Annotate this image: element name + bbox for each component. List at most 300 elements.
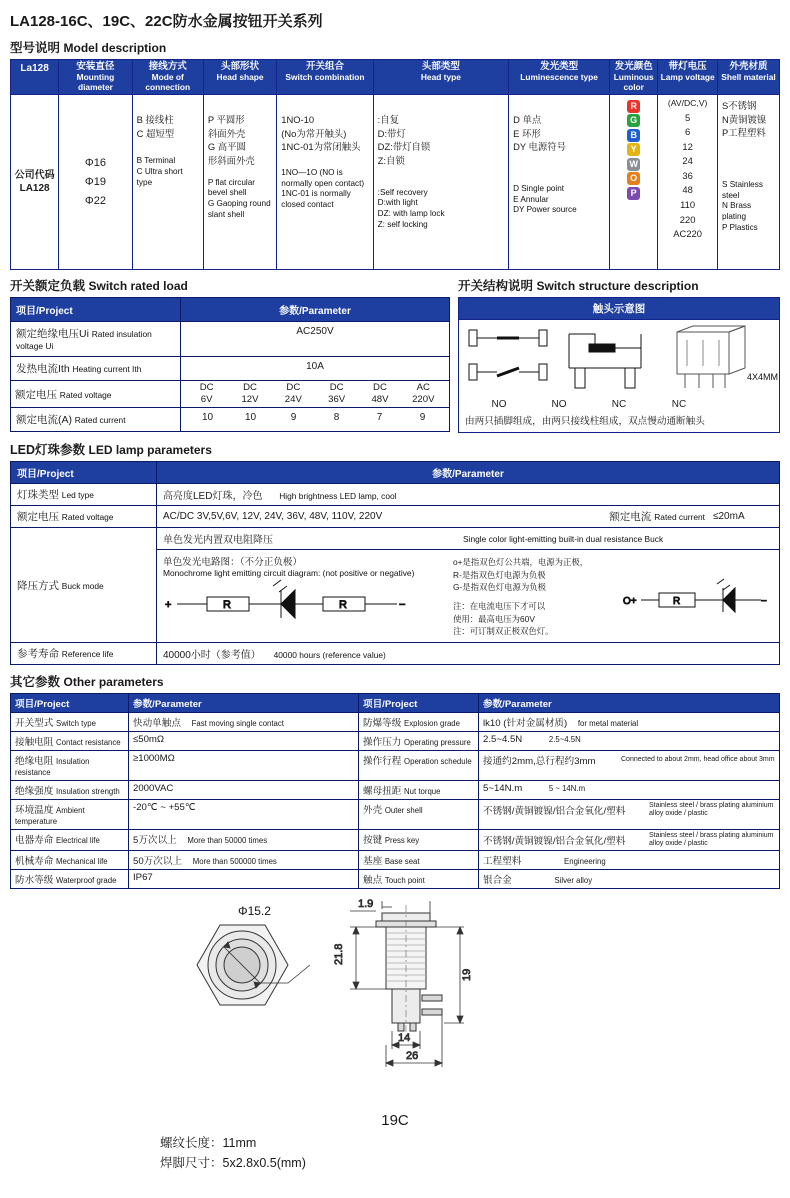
other-label-mechanical-life [11, 850, 129, 869]
label-en: Nut torque [404, 786, 441, 796]
led-value-life [157, 642, 780, 664]
label-cn: 额定电流(A) [16, 414, 72, 427]
lamp-voltage-48: 48 [682, 184, 693, 196]
other-label-nut-torque [359, 780, 479, 799]
row-value-insulation-voltage: AC250V [181, 322, 450, 357]
label-cn: 操作行程 [363, 755, 402, 767]
dimension-1-9: 1.9 [358, 897, 374, 910]
led-value-voltage [157, 506, 780, 528]
rated-load-block [10, 276, 450, 432]
color-dot-yellow: Y [627, 143, 640, 156]
other-value-operation-schedule [479, 750, 780, 780]
other-label-touch-point [359, 869, 479, 888]
table-row [11, 381, 450, 408]
label-cn: 开关型式 [15, 717, 54, 729]
drawing-svg [160, 895, 630, 1095]
color-dot-blue: B [627, 129, 640, 142]
label-cn: 按键 [363, 834, 383, 846]
row-value-rated-voltage [181, 381, 450, 408]
value-cn: 不锈钢/黄铜镀镍/铝合金氧化/塑料 [483, 835, 626, 847]
value-cn: 工程塑料 [483, 855, 522, 867]
other-label-base-seat [359, 850, 479, 869]
model-header-row [11, 60, 780, 95]
structure-header: 触头示意图 [458, 297, 780, 320]
led-header-parameter: 参数/Parameter [157, 462, 780, 484]
other-parameters-table [10, 693, 780, 889]
technical-drawing [10, 895, 780, 1110]
table-row [11, 528, 780, 643]
current-value-5: 7 [376, 412, 383, 424]
value-en: Fast moving single contact [191, 718, 284, 728]
model-title-en: Model description [63, 41, 167, 55]
lamp-voltage-36: 36 [682, 169, 693, 181]
value-en: More than 500000 times [192, 856, 277, 866]
other-label-waterproof-grade [11, 869, 129, 888]
label-cn: 触点 [363, 874, 383, 886]
current-value-1: 10 [201, 412, 214, 424]
value-cn: 银合金 [483, 874, 512, 886]
value-cn: 接通约2mm,总行程约3mm [483, 755, 596, 767]
svg-text:+: + [165, 599, 172, 612]
label-cn: 灯珠类型 [17, 489, 59, 502]
luminescence-en: D Single point E Annular DY Power source [513, 184, 577, 215]
led-life-cn: 40000小时（参考值） [163, 649, 261, 661]
head-shape-en: P flat circular bevel shell G Gaoping round slant shell [207, 177, 271, 219]
led-current-value: ≤20mA [713, 511, 745, 523]
other-value-mechanical-life [129, 850, 359, 869]
label-en: Switch type [56, 718, 96, 728]
table-row [11, 506, 780, 528]
other-header-parameter-right: 参数/Parameter [479, 693, 780, 712]
voltage-cell-1 [185, 382, 228, 406]
label-cn: 螺母扭距 [363, 785, 402, 797]
led-parameters-table [10, 461, 780, 665]
voltage-cell-6 [402, 382, 445, 406]
label-cn: 防水等级 [15, 874, 54, 886]
dimension-diameter-front: Φ15.2 [238, 903, 271, 918]
hdr-en: Head type [420, 71, 461, 82]
table-row [11, 357, 450, 381]
svg-text:R: R [223, 599, 231, 612]
label-en: Mechanical life [56, 856, 108, 866]
dimension-19: 19 [461, 968, 473, 981]
led-value-type [157, 484, 780, 506]
contact-labels [463, 399, 775, 410]
model-header-diameter [59, 60, 132, 95]
voltage-type: DC [286, 382, 301, 394]
hdr-cn: 开关组合 [305, 61, 344, 72]
value-en: Stainless steel / brass plating aluminium alloy oxide / plastic [649, 801, 774, 817]
rated-load-header-parameter: 参数/Parameter [181, 298, 450, 322]
lamp-voltage-6: 6 [685, 126, 691, 138]
dual-resistor-circuit-svg [163, 580, 433, 626]
lamp-voltage-24: 24 [682, 155, 693, 167]
value-cn: 快动单触点 [133, 717, 181, 729]
hdr-cn: 外壳材质 [729, 61, 768, 72]
label-en: Ambient temperature [15, 805, 85, 826]
head-shape-cell [203, 95, 276, 270]
company-code-label: 公司代码 [14, 169, 55, 181]
hdr-cn: 头部形状 [221, 61, 260, 72]
bicolor-circuit-svg [623, 580, 773, 620]
contact-label-nc-1: NC [611, 399, 627, 411]
led-label-voltage [11, 506, 157, 528]
model-header-connection [132, 60, 203, 95]
hdr-en: Luminescence type [520, 71, 598, 82]
label-cn: 接触电阻 [15, 736, 54, 748]
other-value-electrical-life [129, 829, 359, 850]
diameter-16: Φ16 [84, 157, 106, 170]
lamp-voltage-ac220: AC220 [673, 228, 702, 240]
row-label-insulation-voltage [11, 322, 181, 357]
label-cn: 操作压力 [363, 736, 402, 748]
other-value-explosion-grade [479, 712, 780, 731]
model-header-head-shape [203, 60, 276, 95]
value-en: More than 50000 times [187, 835, 268, 845]
value-en: for metal material [577, 718, 639, 728]
led-title-en: LED lamp parameters [88, 443, 212, 458]
structure-title-en: Switch structure description [536, 279, 699, 294]
hdr-cn: 安装直径 [76, 61, 115, 72]
other-value-insulation-resistance: ≥1000MΩ [129, 750, 359, 780]
label-en: Outer shell [384, 805, 423, 815]
label-cn: 绝缘强度 [15, 785, 54, 797]
led-title-cn: LED灯珠参数 [10, 443, 86, 458]
model-body-row [11, 95, 780, 270]
label-en: Explosion grade [404, 718, 460, 728]
table-row [11, 642, 780, 664]
value-en: 2.5~4.5N [548, 734, 581, 744]
voltage-type: DC [199, 382, 214, 394]
table-row [11, 408, 450, 432]
rated-load-title-cn: 开关额定负载 [10, 279, 86, 294]
shell-material-cell [717, 95, 779, 270]
label-en: Operation schedule [404, 756, 472, 766]
label-en: Rated voltage [61, 512, 114, 523]
other-value-press-key [479, 829, 780, 850]
color-dot-white: W [627, 158, 640, 171]
other-value-waterproof-grade: IP67 [129, 869, 359, 888]
voltage-type: DC [373, 382, 387, 394]
buck-note-2: R-是指双色灯电源为负极 [453, 569, 546, 580]
label-en: Touch point [384, 875, 425, 885]
voltage-cell-4 [315, 382, 358, 406]
table-row [11, 869, 780, 888]
model-title-cn: 型号说明 [10, 41, 61, 55]
row-value-heating-current: 10A [181, 357, 450, 381]
hdr-cn: 发光类型 [540, 61, 579, 72]
voltage-type: DC [243, 382, 257, 394]
led-life-en: 40000 hours (reference value) [273, 649, 386, 660]
document-title: LA128-16C、19C、22C防水金属按钮开关系列 [10, 13, 323, 30]
other-title-cn: 其它参数 [10, 674, 61, 689]
rated-load-header-project: 项目/Project [11, 298, 181, 322]
voltage-value: 36V [328, 394, 346, 406]
value-cn: 5~14N.m [483, 782, 523, 794]
voltage-cell-5 [358, 382, 401, 406]
row-label-heating-current [11, 357, 181, 381]
other-label-explosion-grade [359, 712, 479, 731]
row-value-rated-current [181, 408, 450, 432]
section-title-rated-load [10, 276, 450, 294]
contact-label-no-2: NO [551, 399, 567, 411]
section-title-other [10, 672, 780, 690]
diameter-22: Φ22 [84, 194, 106, 207]
svg-text:−: − [761, 596, 767, 608]
current-grid [186, 412, 444, 423]
led-value-buck [157, 528, 780, 643]
other-header-parameter-left: 参数/Parameter [129, 693, 359, 712]
section-title-model [10, 38, 780, 56]
label-en: Reference life [61, 648, 114, 659]
voltage-type: DC [329, 382, 344, 394]
lamp-voltage-unit: (AV/DC,V) [667, 98, 708, 109]
drawing-footer [10, 1133, 780, 1173]
dimension-14: 14 [398, 1031, 411, 1044]
connection-cell [132, 95, 203, 270]
voltage-value: 12V [241, 394, 259, 406]
model-header-lamp-voltage [658, 60, 718, 95]
luminescence-cn: D 单点 E 环形 DY 电源符号 [513, 114, 567, 153]
other-label-ambient-temperature [11, 799, 129, 829]
led-current-label-en: Rated current [654, 511, 705, 522]
other-value-base-seat [479, 850, 780, 869]
hdr-cn: 发光颜色 [614, 61, 653, 72]
structure-note: 由两只插脚组成，由两只接线柱组成，双点慢动通断触头 [465, 416, 705, 428]
other-value-outer-shell [479, 799, 780, 829]
table-row [11, 829, 780, 850]
voltage-grid [185, 382, 445, 406]
led-type-en: High brightness LED lamp, cool [279, 491, 397, 502]
diameter-cell [59, 95, 132, 270]
voltage-value: 24V [284, 394, 302, 406]
buck-line1-cn: 单色发光内置双电阻降压 [163, 535, 273, 547]
structure-diagram-box [458, 320, 780, 433]
hdr-cn: 接线方式 [148, 61, 187, 72]
svg-text:−: − [399, 599, 406, 612]
led-header-row [11, 462, 780, 484]
drawing-caption: 19C [381, 1111, 409, 1129]
value-en: Engineering [564, 856, 606, 866]
shell-material-cn: S不锈钢 N黄铜镀镍 P工程塑料 [721, 100, 767, 139]
footer-pin-size: 焊脚尺寸：5x2.8x0.5(mm) [160, 1155, 306, 1170]
table-row [11, 712, 780, 731]
connection-cn: B 接线柱 C 超短型 [136, 114, 175, 139]
label-en: Rated current [74, 415, 126, 426]
table-row [11, 799, 780, 829]
lamp-voltage-12: 12 [682, 140, 693, 152]
label-cn: 外壳 [363, 804, 383, 816]
other-header-project-right: 项目/Project [359, 693, 479, 712]
value-en: Silver alloy [554, 875, 593, 885]
value-en: 5 ~ 14N.m [548, 783, 586, 793]
color-dot-red: R [627, 100, 640, 113]
led-voltage-values: AC/DC 3V,5V,6V, 12V, 24V, 36V, 48V, 110V, 220V [163, 511, 383, 523]
label-cn: 降压方式 [17, 579, 59, 592]
head-type-cn: :自复 D:带灯 DZ:带灯自锁 Z:自锁 [377, 114, 431, 167]
head-shape-cn: P 平圆形 斜面外壳 G 高平圆 形斜面外壳 [207, 114, 255, 167]
shell-material-en: S Stainless steel N Brass plating P Plastics [721, 180, 763, 232]
other-value-insulation-strength: 2000VAC [129, 780, 359, 799]
led-label-life [11, 642, 157, 664]
value-cn: 不锈钢/黄铜镀镍/铝合金氧化/塑料 [483, 805, 626, 817]
other-label-press-key [359, 829, 479, 850]
value-en: Connected to about 2mm, head office about 3mm [621, 755, 775, 763]
connection-en: B Terminal C Ultra short type [136, 156, 183, 187]
label-cn: 机械寿命 [15, 855, 54, 867]
svg-text:R: R [673, 596, 681, 608]
label-en: Rated voltage [59, 389, 112, 400]
other-value-contact-resistance: ≤50mΩ [129, 731, 359, 750]
svg-text:O+: O+ [623, 596, 637, 608]
lamp-voltage-5: 5 [685, 111, 691, 123]
section-title-structure [458, 276, 780, 294]
company-code-cell [11, 95, 59, 270]
rated-load-table [10, 297, 450, 432]
label-cn: 额定绝缘电压Ui [16, 328, 89, 341]
current-value-6: 9 [419, 412, 426, 424]
current-value-3: 9 [290, 412, 297, 424]
table-row [11, 750, 780, 780]
table-row [11, 322, 450, 357]
other-label-electrical-life [11, 829, 129, 850]
switch-combination-cell [277, 95, 373, 270]
label-en: Insulation strength [56, 786, 120, 796]
hdr-en: Head shape [216, 71, 264, 82]
buck-diagram-caption-cn: 单色发光电路图：（不分正负极） [163, 557, 303, 569]
other-label-switch-type [11, 712, 129, 731]
other-value-touch-point [479, 869, 780, 888]
label-cn: 电器寿命 [15, 834, 54, 846]
label-cn: 绝缘电阻 [15, 755, 54, 767]
label-cn: 基座 [363, 855, 383, 867]
contact-dimension-label: 4X4MM [747, 372, 779, 383]
buck-note-1: o+是指双色灯公共端，电源为正极， [453, 557, 589, 568]
luminescence-cell [509, 95, 610, 270]
lamp-voltage-110: 110 [680, 199, 696, 211]
table-row [11, 850, 780, 869]
color-cell [610, 95, 658, 270]
buck-note-5: 使用：最高电压为60V [453, 613, 535, 624]
label-en: Operating pressure [404, 737, 471, 747]
buck-line1-en: Single color light-emitting built-in dual resistance Buck [463, 533, 664, 544]
value-cn: 50万次以上 [133, 855, 183, 867]
led-label-type [11, 484, 157, 506]
label-en: Rated insulation voltage Ui [16, 329, 152, 352]
label-en: Buck mode [61, 580, 104, 591]
color-dot-purple: P [627, 187, 640, 200]
row-label-rated-current [11, 408, 181, 432]
row-label-rated-voltage [11, 381, 181, 408]
other-header-project-left: 项目/Project [11, 693, 129, 712]
buck-note-3: G-是指双色灯电源为负极 [453, 582, 547, 593]
value-en: Stainless steel / brass plating aluminium alloy oxide / plastic [649, 831, 774, 847]
switch-combination-cn: 1NO-10 (No为常开触头) 1NC-01为常闭触头 [281, 114, 361, 153]
table-row [11, 484, 780, 506]
other-value-ambient-temperature: -20℃ ~ +55℃ [129, 799, 359, 829]
label-cn: 发热电流Ith [16, 363, 70, 376]
model-header-color [610, 60, 658, 95]
other-title-en: Other parameters [63, 674, 164, 689]
table-row [11, 731, 780, 750]
hdr-en: Switch combination [285, 71, 365, 82]
contact-schematic-svg [463, 324, 779, 396]
hdr-en: Mode of connection [145, 71, 191, 92]
contact-label-no-1: NO [491, 399, 507, 411]
label-en: Heating current Ith [72, 364, 142, 375]
model-description-table [10, 59, 780, 270]
other-label-contact-resistance [11, 731, 129, 750]
color-dot-green: G [627, 114, 640, 127]
led-header-project: 项目/Project [11, 462, 157, 484]
rated-load-header-row [11, 298, 450, 322]
contact-label-nc-2: NC [671, 399, 687, 411]
hdr-en: Shell material [721, 71, 776, 82]
company-code-value: LA128 [19, 183, 50, 195]
hdr-en: Lamp voltage [660, 71, 715, 82]
other-header-row [11, 693, 780, 712]
led-label-buck [11, 528, 157, 643]
model-header-code: La128 [11, 60, 59, 95]
label-en: Waterproof grade [56, 875, 117, 885]
table-row [11, 780, 780, 799]
other-label-operation-schedule [359, 750, 479, 780]
lamp-voltage-cell [658, 95, 718, 270]
buck-notes [453, 554, 623, 638]
structure-block [458, 276, 780, 433]
value-cn: 5万次以上 [133, 834, 177, 846]
buck-diagram-caption-en: Monochrome light emitting circuit diagram: (not positive or negative) [163, 568, 415, 579]
buck-note-6: 注：可订制双正极双色灯。 [453, 626, 554, 637]
head-type-cell [373, 95, 508, 270]
switch-combination-en: 1NO—1O (NO is normally open contact) 1NC-01 is normally closed contact [281, 168, 365, 210]
voltage-type: AC [416, 382, 430, 394]
other-value-nut-torque [479, 780, 780, 799]
diameter-19: Φ19 [84, 175, 106, 188]
hdr-cn: 头部类型 [421, 61, 460, 72]
hdr-en: Mounting diameter [76, 71, 115, 92]
voltage-cell-3 [272, 382, 315, 406]
label-cn: 额定电压 [15, 388, 57, 401]
other-label-outer-shell [359, 799, 479, 829]
voltage-cell-2 [228, 382, 271, 406]
label-en: Led type [61, 490, 94, 501]
voltage-value: 48V [371, 394, 389, 406]
led-type-cn: 高亮度LED灯珠，冷色 [163, 491, 263, 503]
buck-diagram-right [623, 554, 773, 638]
footer-thread-length: 螺纹长度：11mm [160, 1135, 257, 1150]
model-header-luminescence [509, 60, 610, 95]
structure-title-cn: 开关结构说明 [458, 279, 534, 294]
led-current-label-cn: 额定电流 [609, 511, 652, 524]
label-en: Base seat [384, 856, 420, 866]
value-cn: lk10 (针对金属材质) [483, 717, 568, 729]
voltage-value: 6V [200, 394, 213, 406]
model-header-switch-combination [277, 60, 373, 95]
head-type-en: :Self recovery D:with light DZ: with lamp lock Z: self locking [377, 187, 445, 229]
buck-note-4: 注：在电流电压下才可以 [453, 601, 546, 612]
label-en: Contact resistance [56, 737, 121, 747]
section-title-led [10, 440, 780, 458]
label-cn: 额定电压 [17, 511, 59, 524]
rated-load-title-en: Switch rated load [88, 279, 188, 294]
hdr-en: Luminous color [613, 71, 654, 92]
label-cn: 防爆等级 [363, 717, 402, 729]
dimension-21-8: 21.8 [333, 943, 345, 965]
color-dot-orange: O [627, 172, 640, 185]
label-en: Insulation resistance [15, 756, 90, 777]
current-value-4: 8 [333, 412, 340, 424]
